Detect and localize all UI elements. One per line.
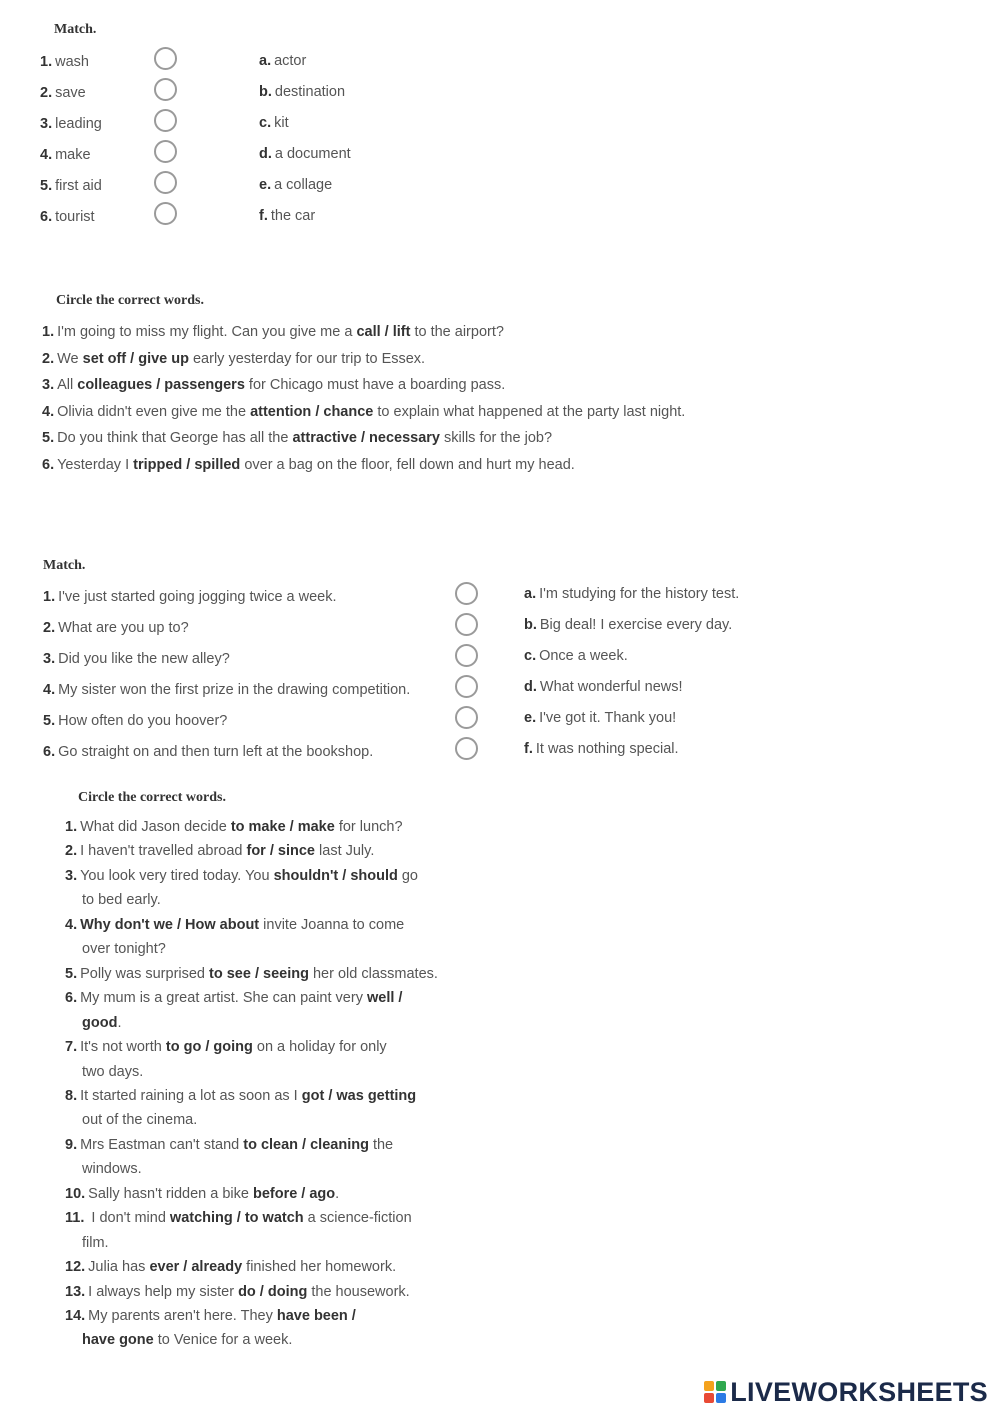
sentence-text: I always help my sister	[88, 1283, 239, 1300]
answer-circle[interactable]	[455, 644, 478, 667]
sentence-item	[42, 350, 425, 368]
sentence-text: Sally hasn't ridden a bike	[88, 1185, 253, 1202]
sentence-item	[65, 1038, 387, 1056]
sentence-item	[65, 989, 402, 1007]
logo-square	[716, 1393, 726, 1403]
sentence-text: finished her homework.	[242, 1259, 397, 1276]
item-text: What are you up to?	[58, 620, 189, 636]
match-left-item	[40, 84, 86, 102]
logo-square	[704, 1381, 714, 1391]
item-number: b.	[259, 84, 272, 100]
sentence-continuation	[65, 940, 166, 958]
item-number: 5.	[65, 965, 78, 982]
sentence-text: .	[117, 1014, 122, 1031]
item-text: a collage	[274, 177, 333, 193]
sentence-text: to explain what happened at the party last night.	[373, 403, 686, 420]
item-number: 3.	[43, 651, 56, 667]
sentence-item	[65, 916, 404, 934]
item-number: 4.	[65, 916, 78, 933]
sentence-text: Do you think that George has all the	[57, 430, 293, 447]
answer-circle[interactable]	[154, 140, 177, 163]
match-left-item	[43, 588, 337, 606]
item-number: f.	[259, 208, 268, 224]
sentence-text: My mum is a great artist. She can paint very	[80, 990, 367, 1007]
item-number: d.	[524, 679, 537, 695]
sentence-text: invite Joanna to come	[259, 916, 405, 933]
sentence-text: I haven't travelled abroad	[80, 843, 247, 860]
sentence-continuation	[65, 1063, 143, 1081]
sentence-text: I'm going to miss my flight. Can you give me a	[57, 324, 357, 340]
item-text: leading	[55, 116, 102, 132]
item-number: 1.	[43, 589, 56, 605]
item-number: 2.	[65, 843, 78, 860]
item-number: 1.	[40, 54, 53, 70]
sentence-text: the	[368, 1136, 394, 1153]
answer-circle[interactable]	[455, 675, 478, 698]
sentence-continuation	[65, 1234, 109, 1252]
item-text: Big deal! I exercise every day.	[539, 617, 733, 633]
match-right-item	[524, 585, 739, 603]
item-number: 5.	[40, 178, 53, 194]
logo-text: LIVEWORKSHEETS	[730, 1376, 988, 1407]
sentence-text: What did Jason decide	[80, 819, 231, 835]
item-number: 5.	[43, 713, 56, 729]
sentence-item	[65, 818, 403, 836]
match-left-item	[40, 53, 89, 71]
sentence-text: All	[57, 377, 78, 394]
sentence-item	[65, 867, 418, 885]
match-right-item	[524, 709, 676, 727]
item-number: 6.	[40, 209, 53, 225]
section2-title: Circle the correct words.	[56, 293, 204, 308]
logo-mark-icon	[704, 1381, 726, 1403]
word-choice[interactable]: attention / chance	[250, 403, 374, 420]
item-number: a.	[259, 53, 272, 69]
item-text: tourist	[55, 209, 95, 225]
item-number: 11.	[65, 1210, 85, 1227]
match-right-item	[259, 52, 306, 70]
item-number: 12.	[65, 1259, 86, 1276]
answer-circle[interactable]	[154, 47, 177, 70]
match-right-item	[259, 114, 289, 132]
match-left-item	[40, 208, 95, 226]
match-right-item	[259, 176, 332, 194]
word-choice[interactable]: to go / going	[165, 1039, 253, 1056]
sentence-item	[65, 842, 374, 860]
word-choice[interactable]: got / was getting	[301, 1087, 417, 1104]
item-text: first aid	[55, 178, 102, 194]
sentence-continuation	[65, 891, 161, 909]
item-number: 3.	[65, 867, 78, 884]
sentence-text: .	[335, 1185, 340, 1202]
item-text: wash	[55, 54, 89, 70]
answer-circle[interactable]	[455, 737, 478, 760]
item-number: e.	[259, 177, 272, 193]
item-number: c.	[259, 115, 272, 131]
item-number: 2.	[42, 350, 55, 367]
section1-title: Match.	[54, 22, 97, 37]
item-number: f.	[524, 741, 533, 757]
item-number: d.	[259, 146, 272, 162]
item-number: 3.	[40, 116, 53, 132]
section4-title: Circle the correct words.	[78, 790, 226, 805]
item-text: Did you like the new alley?	[58, 651, 230, 667]
word-choice[interactable]: have been /	[276, 1308, 356, 1324]
item-text: I've got it. Thank you!	[539, 710, 677, 726]
word-choice[interactable]: do / doing	[238, 1283, 308, 1300]
item-number: 14.	[65, 1308, 86, 1324]
sentence-continuation	[65, 1111, 197, 1129]
sentence-text: It started raining a lot as soon as I	[80, 1087, 302, 1104]
word-choice[interactable]: watching / to watch	[169, 1210, 304, 1227]
match-right-item	[259, 145, 351, 163]
answer-circle[interactable]	[455, 706, 478, 729]
answer-circle[interactable]	[154, 171, 177, 194]
word-choice[interactable]: attractive / necessary	[292, 430, 440, 447]
sentence-text: two days.	[82, 1063, 144, 1080]
match-right-item	[524, 647, 628, 665]
item-text: My sister won the first prize in the drawing competition.	[58, 682, 411, 698]
sentence-item	[65, 965, 438, 983]
item-number: 6.	[43, 744, 56, 760]
sentence-text: Olivia didn't even give me the	[57, 403, 251, 420]
match-left-item	[40, 177, 102, 195]
sentence-text: Polly was surprised	[80, 965, 210, 982]
match-left-item	[43, 712, 227, 730]
sentence-text: skills for the job?	[439, 430, 553, 447]
item-number: 3.	[42, 377, 55, 394]
match-left-item	[43, 650, 230, 668]
item-number: 10.	[65, 1185, 86, 1202]
item-number: 6.	[65, 990, 78, 1007]
word-choice[interactable]: well /	[366, 990, 403, 1007]
sentence-text: to bed early.	[82, 892, 161, 909]
match-left-item	[43, 681, 410, 699]
match-right-item	[524, 678, 683, 696]
item-number: 1.	[65, 819, 78, 835]
sentence-text: out of the cinema.	[82, 1112, 198, 1129]
sentence-item	[42, 323, 504, 341]
word-choice[interactable]: call / lift	[356, 324, 411, 340]
word-choice[interactable]: to make / make	[230, 819, 335, 835]
item-number: 5.	[42, 430, 55, 447]
item-number: a.	[524, 586, 537, 602]
item-text: I've just started going jogging twice a week.	[58, 589, 337, 605]
item-text: destination	[274, 84, 346, 100]
sentence-item	[65, 1307, 356, 1325]
item-text: actor	[274, 53, 307, 69]
item-number: c.	[524, 648, 537, 664]
item-number: 9.	[65, 1136, 78, 1153]
sentence-text: film.	[82, 1234, 109, 1251]
sentence-text: We	[57, 350, 83, 367]
sentence-text: early yesterday for our trip to Essex.	[188, 350, 426, 367]
item-number: e.	[524, 710, 537, 726]
sentence-text: You look very tired today. You	[80, 867, 274, 884]
sentence-text: her old classmates.	[308, 965, 438, 982]
sentence-item	[65, 1283, 410, 1301]
item-text: How often do you hoover?	[58, 713, 228, 729]
item-number: 4.	[40, 147, 53, 163]
logo-square	[704, 1393, 714, 1403]
logo-square	[716, 1381, 726, 1391]
item-number: 4.	[43, 682, 56, 698]
item-text: make	[55, 147, 91, 163]
item-text: Go straight on and then turn left at the bookshop.	[58, 744, 374, 760]
word-choice[interactable]: tripped / spilled	[133, 457, 241, 473]
item-number: 13.	[65, 1283, 86, 1300]
item-number: 8.	[65, 1087, 78, 1104]
word-choice[interactable]: Why don't we / How about	[80, 916, 260, 933]
word-choice[interactable]: set off / give up	[82, 350, 189, 367]
sentence-item	[65, 1136, 393, 1154]
word-choice[interactable]: shouldn't / should	[273, 867, 398, 884]
word-choice[interactable]: ever / already	[149, 1259, 243, 1276]
section3-title: Match.	[43, 558, 86, 573]
sentence-item	[42, 429, 552, 447]
word-choice[interactable]: have gone	[82, 1332, 154, 1349]
item-text: a document	[274, 146, 351, 162]
match-right-item	[524, 740, 679, 758]
sentence-item	[65, 1185, 339, 1203]
sentence-text: on a holiday for only	[252, 1039, 387, 1056]
item-number: 1.	[42, 324, 55, 340]
sentence-item	[42, 456, 575, 474]
sentence-text: windows.	[82, 1161, 142, 1178]
sentence-continuation	[65, 1014, 121, 1032]
item-text: save	[55, 85, 86, 101]
match-right-item	[259, 83, 345, 101]
sentence-continuation	[65, 1331, 292, 1349]
sentence-continuation	[65, 1160, 142, 1178]
sentence-item	[65, 1258, 396, 1276]
answer-circle[interactable]	[455, 613, 478, 636]
item-text: It was nothing special.	[535, 741, 679, 757]
liveworksheets-logo	[704, 1378, 988, 1406]
sentence-text: to Venice for a week.	[153, 1332, 293, 1349]
sentence-text: Yesterday I	[57, 457, 134, 473]
sentence-text: for lunch?	[334, 819, 403, 835]
answer-circle[interactable]	[154, 202, 177, 225]
sentence-text: over tonight?	[82, 941, 166, 958]
match-right-item	[524, 616, 732, 634]
sentence-text: last July.	[315, 843, 375, 860]
item-text: What wonderful news!	[539, 679, 683, 695]
sentence-item	[65, 1087, 416, 1105]
item-number: 6.	[42, 457, 55, 473]
item-number: b.	[524, 617, 537, 633]
sentence-text: for Chicago must have a boarding pass.	[244, 377, 506, 394]
item-text: Once a week.	[539, 648, 628, 664]
sentence-text: over a bag on the floor, fell down and hurt my head.	[240, 457, 575, 473]
item-text: the car	[270, 208, 316, 224]
item-text: kit	[274, 115, 289, 131]
word-choice[interactable]: good	[82, 1014, 118, 1031]
answer-circle[interactable]	[154, 78, 177, 101]
word-choice[interactable]: for / since	[246, 843, 315, 860]
sentence-text: go	[397, 867, 419, 884]
match-right-item	[259, 207, 315, 225]
word-choice[interactable]: to see / seeing	[209, 965, 309, 982]
match-left-item	[40, 146, 91, 164]
answer-circle[interactable]	[455, 582, 478, 605]
sentence-text: Julia has	[88, 1259, 150, 1276]
match-left-item	[40, 115, 102, 133]
item-number: 2.	[43, 620, 56, 636]
sentence-text: the housework.	[307, 1283, 410, 1300]
word-choice[interactable]: before / ago	[252, 1185, 336, 1202]
answer-circle[interactable]	[154, 109, 177, 132]
sentence-item	[65, 1209, 412, 1227]
word-choice[interactable]: colleagues / passengers	[77, 377, 245, 394]
sentence-text: a science-fiction	[303, 1210, 412, 1227]
item-number: 4.	[42, 403, 55, 420]
item-number: 2.	[40, 85, 53, 101]
sentence-text: Mrs Eastman can't stand	[80, 1136, 244, 1153]
sentence-text: to the airport?	[410, 324, 504, 340]
item-text: I'm studying for the history test.	[539, 586, 740, 602]
sentence-item	[42, 376, 505, 394]
sentence-item	[42, 403, 685, 421]
match-left-item	[43, 743, 373, 761]
sentence-text: I don't mind	[87, 1210, 170, 1227]
match-left-item	[43, 619, 189, 637]
sentence-text: It's not worth	[80, 1039, 166, 1056]
word-choice[interactable]: to clean / cleaning	[243, 1136, 369, 1153]
sentence-text: My parents aren't here. They	[88, 1308, 277, 1324]
item-number: 7.	[65, 1039, 78, 1056]
